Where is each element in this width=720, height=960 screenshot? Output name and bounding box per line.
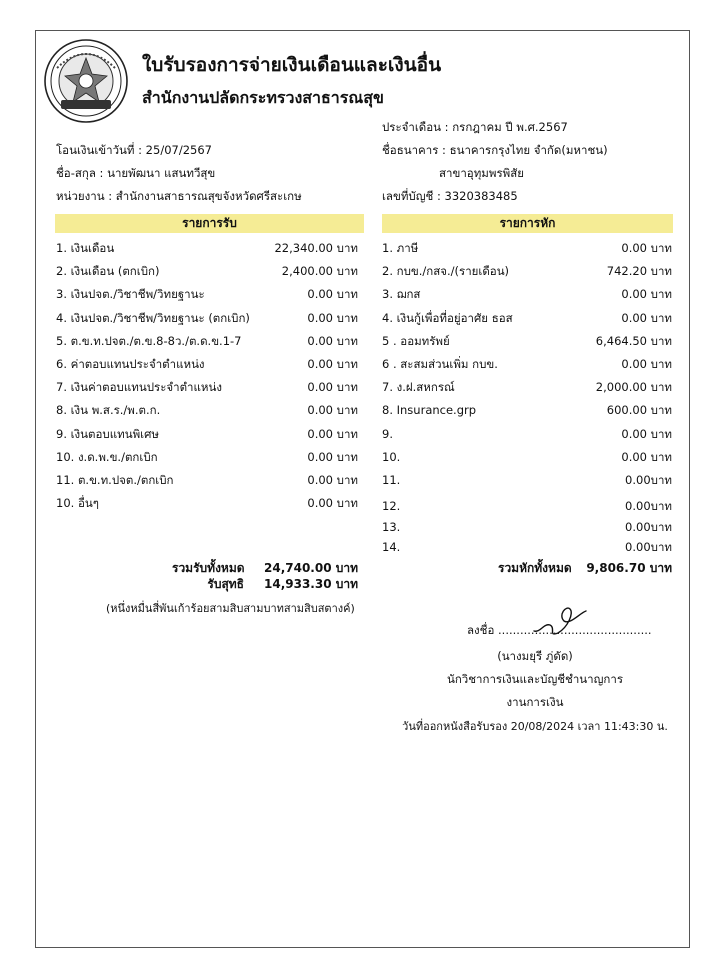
deduction-item-value: 0.00 บาท [621, 357, 672, 371]
signer-section: งานการเงิน [506, 695, 564, 709]
income-item-label: 5. ต.ข.ท.ปจต./ต.ข.8-8ว./ต.ด.ข.1-7 [56, 333, 242, 348]
document-title: ใบรับรองการจ่ายเงินเดือนและเงินอื่น [142, 54, 442, 76]
deduction-item-value: 0.00 บาท [621, 449, 672, 464]
income-item-value: 0.00 บาท [307, 473, 358, 487]
income-item-value: 0.00 บาท [307, 310, 358, 325]
income-item-label: 8. เงิน พ.ส.ร./พ.ต.ก. [56, 403, 161, 418]
deduction-item-value: 0.00บาท [625, 499, 672, 513]
income-item-row [56, 356, 358, 372]
pay-period: ประจำเดือน : กรกฎาคม ปี พ.ศ.2567 [382, 120, 568, 134]
deduction-item-label: 5 . ออมทรัพย์ [382, 333, 450, 348]
work-unit: หน่วยงาน : สำนักงานสาธารณสุขจังหวัดศรีสะเกษ [56, 189, 302, 203]
deduction-item-label: 12. [382, 499, 401, 513]
income-item-value: 2,400.00 บาท [281, 264, 358, 279]
deduction-item-label: 2. กบข./กสจ./(รายเดือน) [382, 264, 510, 279]
income-item-row [56, 240, 358, 256]
signer-position: นักวิชาการเงินและบัญชีชำนาญการ [446, 672, 624, 686]
income-item-label: 4. เงินปจต./วิชาชีพ/วิทยฐานะ (ตกเบิก) [56, 310, 250, 325]
income-item-row [56, 286, 358, 302]
income-item-value: 0.00 บาท [307, 357, 358, 371]
deduction-item-value: 0.00 บาท [621, 241, 672, 255]
deduction-item-label: 1. ภาษี [382, 241, 419, 255]
deduction-item-row [382, 263, 672, 279]
deduction-item-label: 10. [382, 449, 401, 464]
income-item-label: 11. ต.ข.ท.ปจต./ตกเบิก [56, 473, 174, 487]
deduction-header: รายการหัก [382, 214, 673, 233]
signer-name: (นางมยุรี ภู่ดัด) [497, 649, 573, 663]
income-total-value: 24,740.00 บาท [264, 561, 359, 575]
deduction-item-row [382, 356, 672, 372]
deduction-item-row [382, 519, 672, 535]
account-number: เลขที่บัญชี : 3320383485 [382, 189, 518, 203]
deduction-item-label: 11. [382, 473, 401, 487]
bank-name: ชื่อธนาคาร : ธนาคารกรุงไทย จำกัด(มหาชน) [382, 143, 608, 157]
deduction-item-value: 0.00 บาท [621, 426, 672, 441]
deduction-item-label: 7. ง.ฝ.สหกรณ์ [382, 380, 455, 395]
net-pay-label: รับสุทธิ [207, 577, 244, 591]
income-item-label: 3. เงินปจต./วิชาชีพ/วิทยฐานะ [56, 287, 205, 302]
income-item-label: 10. อื่นๆ [56, 496, 99, 511]
deduction-item-row [382, 449, 672, 465]
deduction-item-row [382, 240, 672, 256]
income-item-row [56, 426, 358, 442]
income-item-value: 0.00 บาท [307, 426, 358, 441]
income-item-label: 7. เงินค่าตอบแทนประจำตำแหน่ง [56, 380, 222, 395]
income-item-row [56, 379, 358, 395]
deduction-item-label: 13. [382, 519, 401, 534]
deduction-item-row [382, 333, 672, 349]
income-item-value: 0.00 บาท [307, 380, 358, 395]
income-item-label: 6. ค่าตอบแทนประจำตำแหน่ง [56, 357, 205, 371]
deduction-item-label: 14. [382, 540, 401, 554]
income-item-label: 1. เงินเดือน [56, 241, 115, 255]
income-item-row [56, 263, 358, 279]
bank-branch: สาขาอุทุมพรพิสัย [439, 166, 524, 180]
income-item-value: 0.00 บาท [307, 333, 358, 348]
deduction-item-value: 0.00 บาท [621, 310, 672, 325]
deduction-item-row [382, 310, 672, 326]
deduction-item-label: 8. Insurance.grp [382, 403, 477, 418]
document-subtitle: สำนักงานปลัดกระทรวงสาธารณสุข [142, 88, 384, 107]
deduction-item-value: 2,000.00 บาท [595, 380, 672, 395]
deduction-item-row [382, 286, 672, 302]
deduction-total-value: 9,806.70 บาท [586, 561, 672, 575]
income-item-row [56, 495, 358, 511]
income-item-value: 0.00 บาท [307, 496, 358, 511]
income-item-value: 0.00 บาท [307, 287, 358, 302]
deduction-item-row [382, 402, 672, 418]
deduction-item-row [382, 498, 672, 514]
deduction-item-value: 0.00 บาท [621, 287, 672, 302]
income-item-row [56, 333, 358, 349]
deduction-item-label: 9. [382, 426, 393, 441]
deduction-item-label: 4. เงินกู้เพื่อที่อยู่อาศัย ธอส [382, 310, 513, 325]
income-item-label: 9. เงินตอบแทนพิเศษ [56, 426, 159, 441]
deduction-item-label: 3. ฌกส [382, 287, 421, 302]
deduction-item-label: 6 . สะสมส่วนเพิ่ม กบข. [382, 357, 498, 371]
income-item-row [56, 402, 358, 418]
income-header: รายการรับ [55, 214, 364, 233]
net-pay-words: (หนึ่งหมื่นสี่พันเก้าร้อยสามสิบสามบาทสามสิบสตางค์) [106, 602, 355, 615]
employee-name: ชื่อ-สกุล : นายพัฒนา แสนทวีสุข [56, 166, 216, 180]
deduction-item-value: 0.00บาท [625, 473, 672, 487]
net-pay-value: 14,933.30 บาท [264, 577, 359, 591]
deduction-item-value: 0.00บาท [625, 519, 672, 534]
income-item-value: 0.00 บาท [307, 449, 358, 464]
transfer-date: โอนเงินเข้าวันที่ : 25/07/2567 [56, 143, 212, 157]
deduction-item-row [382, 379, 672, 395]
deduction-item-row [382, 472, 672, 488]
income-item-row [56, 472, 358, 488]
income-item-label: 2. เงินเดือน (ตกเบิก) [56, 264, 160, 279]
deduction-total-label: รวมหักทั้งหมด [498, 561, 572, 575]
income-item-row [56, 449, 358, 465]
deduction-item-value: 6,464.50 บาท [595, 333, 672, 348]
deduction-item-row [382, 426, 672, 442]
income-item-value: 0.00 บาท [307, 403, 358, 418]
income-total-label: รวมรับทั้งหมด [172, 561, 245, 575]
income-item-label: 10. ง.ด.พ.ข./ตกเบิก [56, 449, 158, 464]
deduction-item-row [382, 539, 672, 555]
handwritten-signature-icon [530, 603, 590, 639]
signature-line: ลงชื่อ .......................................... [467, 623, 652, 637]
deduction-item-value: 0.00บาท [625, 540, 672, 554]
income-item-value: 22,340.00 บาท [274, 241, 358, 255]
deduction-item-value: 600.00 บาท [606, 403, 672, 418]
issue-datetime: วันที่ออกหนังสือรับรอง 20/08/2024 เวลา 11:43:30 น. [402, 720, 668, 733]
ministry-seal-icon [43, 38, 129, 124]
income-item-row [56, 310, 358, 326]
deduction-item-value: 742.20 บาท [606, 264, 672, 279]
